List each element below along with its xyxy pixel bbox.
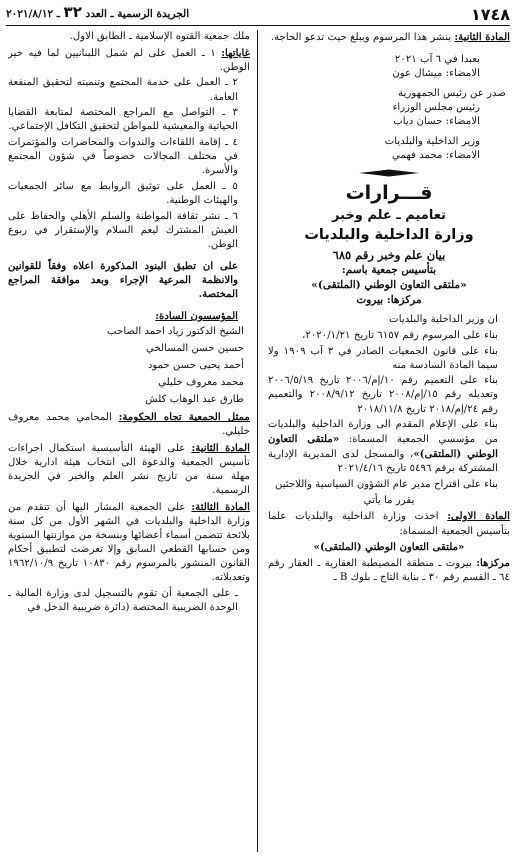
place-date: بعبدا في ٦ آب ٢٠٢١	[394, 53, 480, 65]
para-minister: ان وزير الداخلية والبلديات	[389, 314, 498, 326]
receipt-title: بيان علم وخبر رقم ٦٨٥	[332, 248, 446, 263]
left-article-3: المادة الثالثة: على الجمعية المشار اليها أن تتقدم من وزارة الداخلية والبلديات في الشهر الأول من كل سنة بلائحة تتضمن أسماء أعضائها وبنسخة من موازنتها السنوية ومن حسابها القطعي السابق وإلا تعرضت لتطبيق أحكام القانون المنشور بالمرسوم رقم ١٠٨٣٠ تاريخ ١٩٦٢/١٠/٩ وتعديلاته.	[8, 500, 250, 584]
decree-article-2: المادة الثانية: ينشر هذا المرسوم ويبلغ حيث تدعو الحاجة.	[270, 31, 510, 43]
founder-item: الشيخ الدكتور زياد احمد الصاحب	[107, 325, 244, 337]
rep-label: ممثل الجمعية تجاه الحكومة:	[118, 411, 250, 424]
minister-title: وزير الداخلية والبلديات	[384, 136, 480, 148]
left-column	[8, 30, 250, 852]
para-circular: بناء على التعميم رقم ١٠/إم/٢٠٠٦ تاريخ ٢٠٠٦/٥/١٩ وتعديله رقم ١٥/إم/٢٠٠٨ تاريخ ٢٠٠٨/٩/١٢ والتعميم رقم ٢٤/إم/٢٠١٨ تاريخ ٢٠١٨/١١/٨	[268, 375, 499, 415]
signature-pm: الامضاء: حسان دياب	[393, 115, 480, 127]
goals-label: غاياتها:	[221, 46, 250, 59]
association-name: «ملتقى التعاون الوطني (الملتقى)»	[311, 278, 467, 291]
gazette-page	[6, 3, 510, 852]
para-notice: بناء على الإعلام المقدم الى وزارة الداخلية والبلديات من مؤسسي الجمعية المسماة: «ملتقى التعاون الوطني (الملتقى)»، والمسجل لدى المديرية الإدارية المشتركة برقم ٥٤٩٦ تاريخ ٢٠٢١/٤/١٦	[268, 419, 498, 475]
resolution-article-1: المادة الاولى: اخذت وزارة الداخلية والبلديات علما بتأسيس الجمعية المسماة:	[268, 510, 510, 537]
signature-minister: الامضاء: محمد فهمي	[392, 150, 480, 162]
decides-heading: يقرر ما يأتي	[363, 494, 415, 506]
goal-6: ٦ ـ نشر ثقافة المواطنة والسلم الأهلي والحفاظ على العيش المشترك ليعم السلام والإستقرار في ربوع الوطن.	[8, 210, 238, 250]
section-subtitle: تعاميم ـ علم وخبر	[332, 207, 446, 223]
page-header	[6, 3, 510, 26]
government-representative: ممثل الجمعية تجاه الحكومة: المحامي محمد معروف خليلي.	[8, 411, 250, 438]
ministry-name: وزارة الداخلية والبلديات	[304, 227, 474, 244]
section-title: قـــرارات	[345, 182, 433, 205]
hq-address: مركزها: بيروت ـ منطقة المصيطبة العقارية ـ العقار رقم ٦٤ ـ القسم رقم ٣٠ ـ بناية التاج ـ بلوك B ـ	[268, 556, 510, 583]
issued-by: صدر عن رئيس الجمهورية	[398, 87, 506, 99]
issue-number: ٣٢	[63, 3, 82, 22]
article-label: المادة الثالثة:	[191, 500, 250, 513]
founders-label: المؤسسون السادة:	[155, 310, 238, 323]
resolution-association-name: «ملتقى التعاون الوطني (الملتقى)»	[313, 541, 465, 554]
para-law: بناء على قانون الجمعيات الصادر في ٣ آب ١٩٠٩ ولا سيما المادة السادسة منه	[268, 345, 499, 371]
ornament-icon	[359, 169, 419, 177]
page-number: ١٧٤٨	[470, 5, 510, 24]
gazette-issue-info	[6, 2, 189, 23]
association-intro: بتأسيس جمعية باسم:	[341, 264, 437, 277]
goal-3: ٣ ـ التواصل مع المراجع المختصة لمتابعة القضايا الحياتية والمعيشية للمواطن لتحقيق التكافل الإجتماعي.	[8, 107, 238, 133]
founder-item: أحمد يحيى حسن حمود	[147, 359, 244, 371]
article-label: المادة الثانية:	[454, 31, 510, 43]
founder-item: محمد معروف خليلي	[158, 377, 244, 389]
condition-clause: على ان تطبق البنود المذكورة اعلاه وفقاً للقوانين والانظمة المرعية الإجراء وبعد موافقة المراجع المختصة.	[8, 260, 238, 301]
signature-president: الامضاء: ميشال عون	[392, 67, 480, 79]
founder-item: حسين حسن المسالخي	[145, 342, 244, 354]
goal-5: ٥ ـ العمل على توثيق الروابط مع سائر الجمعيات والهيئات الوطنية.	[8, 180, 238, 206]
left-article-2: المادة الثانية: على الهيئة التأسيسية استكمال اجراءات تأسيس الجمعية والدعوة الى انتخاب هيئة ادارية خلال مهلة سنة من تاريخ نشر العلم والخبر في الجريدة الرسمية.	[8, 441, 250, 497]
section-ornament	[268, 169, 510, 177]
goal-4: ٤ ـ إقامة اللقاءات والندوات والمحاضرات والمؤتمرات في مختلف المجالات خصوصاً في شؤون المجتمع والأسرة.	[8, 136, 238, 177]
article-label: المادة الثانية:	[191, 441, 250, 454]
right-column	[268, 30, 510, 852]
para-decree: بناء على المرسوم رقم ٦١٥٧ تاريخ ٢٠٢٠/١/٢١،	[302, 329, 498, 341]
tax-registration: ـ على الجمعية أن تقوم بالتسجيل لدى وزارة المالية ـ الوحدة الضريبية المختصة (دائرة ضريبية الدخل في	[8, 587, 238, 614]
association-hq: مركزها: بيروت	[356, 293, 422, 306]
issue-date: ـ ٢٠٢١/٨/١٢	[6, 8, 60, 21]
gazette-name: الجريدة الرسمية ـ العدد	[85, 8, 190, 21]
goal-1: غاياتها: ١ ـ العمل على لم شمل اللبنانيين لما فيه خير الوطن.	[8, 46, 250, 73]
goal-2: ٢ ـ العمل على خدمة المجتمع وتنميته لتحقيق المنفعة العامة.	[8, 77, 238, 103]
pm-title: رئيس مجلس الوزراء	[392, 101, 480, 113]
founders-list	[8, 325, 250, 407]
article-label: المادة الاولى:	[447, 510, 510, 523]
founder-item: طارق عبد الوهاب كلش	[145, 394, 244, 406]
para-proposal: بناء على اقتراح مدير عام الشؤون السياسية واللاجئين	[274, 479, 498, 491]
ownership-line: ملك جمعية القتوه الإسلامية ـ الطابق الاول.	[69, 31, 250, 42]
